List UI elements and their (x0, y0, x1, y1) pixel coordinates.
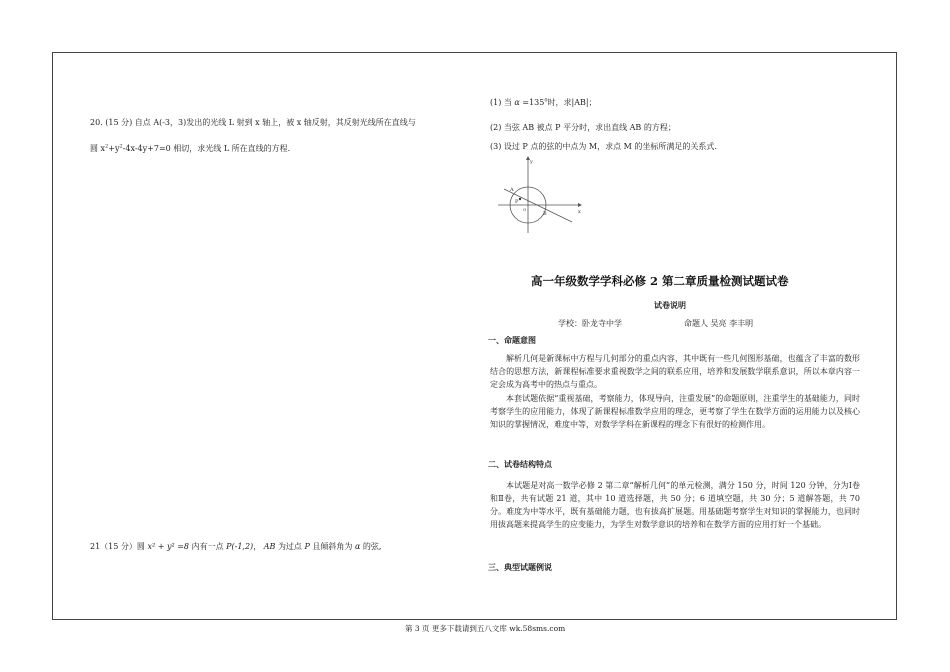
page-border (52, 52, 897, 620)
exam-title: 高一年级数学学科必修 2 第二章质量检测试题试卷 (531, 274, 789, 288)
p-label: P (515, 199, 519, 205)
question-21: 21（15 分）圆 x² + y² =8 内有一点 P(-1,2)， AB 为过点 P 且倾斜角为 α 的弦, (90, 542, 382, 551)
school-name: 学校：卧龙寺中学 (558, 319, 622, 328)
question-21-part-1: (1) 当 $\alpha =135^0$时，求|AB|； (490, 97, 597, 107)
question-20-line-2: 圆 $x^2+y^2-4x-4y+7=0$ 相切，求光线 L 所在直线的方程. (90, 143, 291, 153)
section-1-title: 一、命题意图 (488, 335, 536, 345)
section-3-title: 三、典型试题例说 (488, 562, 552, 572)
x-axis-arrow (578, 203, 582, 207)
circle-diagram (490, 155, 585, 237)
question-21-part-3: (3) 设过 P 点的弦的中点为 M，求点 M 的坐标所满足的关系式. (490, 142, 717, 151)
x-label: x (578, 209, 581, 215)
question-21-part-2: (2) 当弦 AB 被点 P 平分时，求出直线 AB 的方程； (490, 123, 676, 132)
exam-subtitle: 试卷说明 (654, 300, 686, 310)
page-footer: 第 3 页 更多下载请到五八文库 wk.58sms.com (405, 624, 566, 633)
authors: 命题人 吴亮 李丰明 (684, 319, 754, 328)
section-1-paragraph-1: 解析几何是新课标中方程与几何部分的重点内容，其中既有一些几何图形基础，也蕴含了丰富的数形结合的思想方法，新课程标准要求重视数学之间的联系应用，培养和发展数学联系意识，所以本章内容一定会成为高考中的热点与重点。 (490, 354, 860, 389)
b-label: B (543, 211, 547, 217)
y-label: y (530, 159, 533, 165)
o-label: O (523, 207, 527, 212)
section-2-title: 二、试卷结构特点 (488, 459, 552, 469)
section-1-paragraph-2: 本套试题依据“重视基础，考察能力，体现导向，注重发展”的命题原则，注重学生的基础能力，同时考察学生的应用能力，体现了新课程标准数学应用的理念，更考察了学生在数学方面的运用能力以及核心知识的掌握情况，难度中等，对数学学科在新课程的理念下有很好的检测作用。 (490, 394, 860, 429)
a-label: A (510, 187, 514, 193)
question-20-line-1: 20. (15 分) 自点 A(-3，3)发出的光线 L 射到 x 轴上，被 x 轴反射，其反射光线所在直线与 (90, 118, 416, 127)
point-p (519, 198, 521, 200)
section-2-paragraph: 本试题是对高一数学必修 2 第二章“解析几何”的单元检测，满分 150 分，时间 120 分钟，分为Ⅰ卷和Ⅱ卷，共有试题 21 道，其中 10 道选择题，共 50 分；6 道填空题，共 30 分；5 道解答题，共 70 分。难度为中等水平，既有基础能力题，也有拔高扩展题。用基础题考察学生对知识的掌握能力，也同时用拔高题来提高学生的应变能力，为学生对数学意识的培养和在数学方面的应用打好一个基础。 (490, 481, 860, 529)
